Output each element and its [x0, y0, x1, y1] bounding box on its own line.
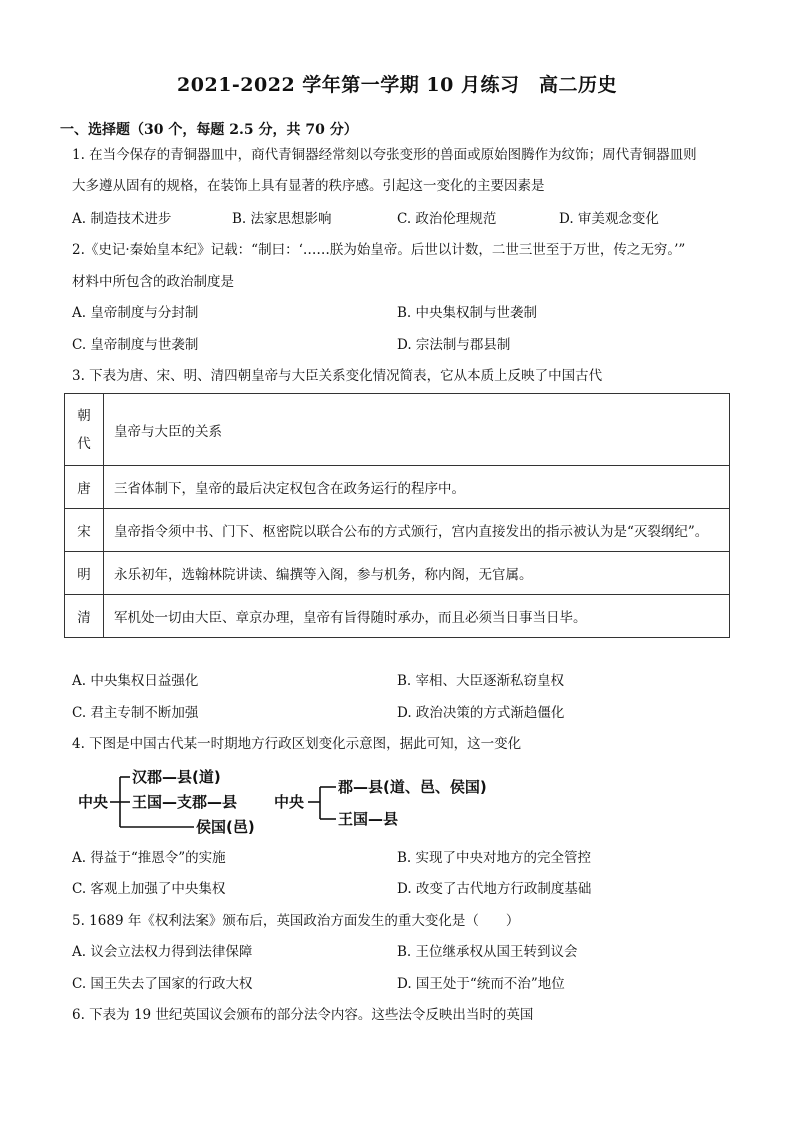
q5-option-a: A. 议会立法权力得到法律保障	[72, 944, 253, 960]
q2-stem-line1: 2.《史记·秦始皇本纪》记载：“制曰：‘……朕为始皇帝。后世以计数，二世三世至于万世，传之无穷。’”	[72, 242, 686, 258]
diagram-right-branch-2: 王国—县	[338, 810, 399, 828]
diagram-left-root: 中央	[78, 793, 109, 811]
diagram-right-root: 中央	[274, 793, 305, 811]
q2-option-a: A. 皇帝制度与分封制	[72, 305, 199, 321]
q5-option-d: D. 国王处于“统而不治”地位	[397, 976, 565, 992]
q2-option-b: B. 中央集权制与世袭制	[397, 305, 538, 321]
q5-option-b: B. 王位继承权从国王转到议会	[397, 944, 578, 960]
table-header-relation: 皇帝与大臣的关系	[104, 394, 730, 466]
q2-option-c: C. 皇帝制度与世袭制	[72, 337, 199, 353]
diagram-left-branch-3: 侯国(邑)	[196, 818, 255, 836]
q1-option-d: D. 审美观念变化	[559, 211, 659, 227]
q5-option-c: C. 国王失去了国家的行政大权	[72, 976, 253, 992]
table-cell-text: 军机处一切由大臣、章京办理，皇帝有旨得随时承办，而且必须当日事当日毕。	[104, 595, 730, 638]
q1-option-c: C. 政治伦理规范	[397, 211, 497, 227]
q1-option-a: A. 制造技术进步	[72, 211, 172, 227]
q6-stem-line1: 6. 下表为 19 世纪英国议会颁布的部分法令内容。这些法令反映出当时的英国	[72, 1007, 534, 1023]
header-char-2: 代	[77, 435, 91, 452]
table-cell-text: 三省体制下，皇帝的最后决定权包含在政务运行的程序中。	[104, 466, 730, 509]
section-heading: 一、选择题（30 个，每题 2.5 分，共 70 分）	[60, 122, 358, 138]
q4-option-c: C. 客观上加强了中央集权	[72, 881, 226, 897]
table-row	[65, 466, 730, 509]
q4-option-d: D. 改变了古代地方行政制度基础	[397, 881, 592, 897]
q3-stem-line1: 3. 下表为唐、宋、明、清四朝皇帝与大臣关系变化情况简表，它从本质上反映了中国古代	[72, 368, 603, 384]
q5-stem-line1: 5. 1689 年《权利法案》颁布后，英国政治方面发生的重大变化是（ ）	[72, 913, 520, 929]
table-cell-dynasty: 明	[65, 552, 104, 595]
table-row	[65, 509, 730, 552]
table-cell-dynasty: 清	[65, 595, 104, 638]
header-char-1: 朝	[77, 407, 91, 424]
q1-option-b: B. 法家思想影响	[232, 211, 332, 227]
page-title: 2021-2022 学年第一学期 10 月练习 高二历史	[177, 74, 617, 96]
q3-option-b: B. 宰相、大臣逐渐私窃皇权	[397, 673, 565, 689]
diagram-left-branch-1: 汉郡—县(道)	[132, 768, 221, 786]
diagram-left-branch-2: 王国—支郡—县	[132, 793, 238, 811]
q3-option-d: D. 政治决策的方式渐趋僵化	[397, 705, 565, 721]
q3-table	[64, 393, 730, 638]
table-row	[65, 595, 730, 638]
q1-stem-line2: 大多遵从固有的规格，在装饰上具有显著的秩序感。引起这一变化的主要因素是	[72, 178, 545, 194]
q4-option-b: B. 实现了中央对地方的完全管控	[397, 850, 592, 866]
table-header-row	[65, 394, 730, 466]
table-cell-text: 皇帝指令须中书、门下、枢密院以联合公布的方式颁行，宫内直接发出的指示被认为是“灭裂纲纪”。	[104, 509, 730, 552]
table-row	[65, 552, 730, 595]
q3-option-c: C. 君主专制不断加强	[72, 705, 199, 721]
q2-option-d: D. 宗法制与郡县制	[397, 337, 511, 353]
table-header-dynasty	[65, 394, 104, 466]
q4-admin-diagram	[74, 763, 534, 843]
q4-option-a: A. 得益于“推恩令”的实施	[72, 850, 226, 866]
q4-stem-line1: 4. 下图是中国古代某一时期地方行政区划变化示意图，据此可知，这一变化	[72, 736, 522, 752]
diagram-right-branch-1: 郡—县(道、邑、侯国)	[338, 778, 487, 796]
table-cell-text: 永乐初年，选翰林院讲读、编撰等入阁，参与机务，称内阁，无官属。	[104, 552, 730, 595]
q2-stem-line2: 材料中所包含的政治制度是	[72, 274, 234, 290]
q1-stem-line1: 1. 在当今保存的青铜器皿中，商代青铜器经常刻以夸张变形的兽面或原始图腾作为纹饰；周代青铜器皿则	[72, 147, 697, 163]
q3-option-a: A. 中央集权日益强化	[72, 673, 199, 689]
table-cell-dynasty: 唐	[65, 466, 104, 509]
table-cell-dynasty: 宋	[65, 509, 104, 552]
